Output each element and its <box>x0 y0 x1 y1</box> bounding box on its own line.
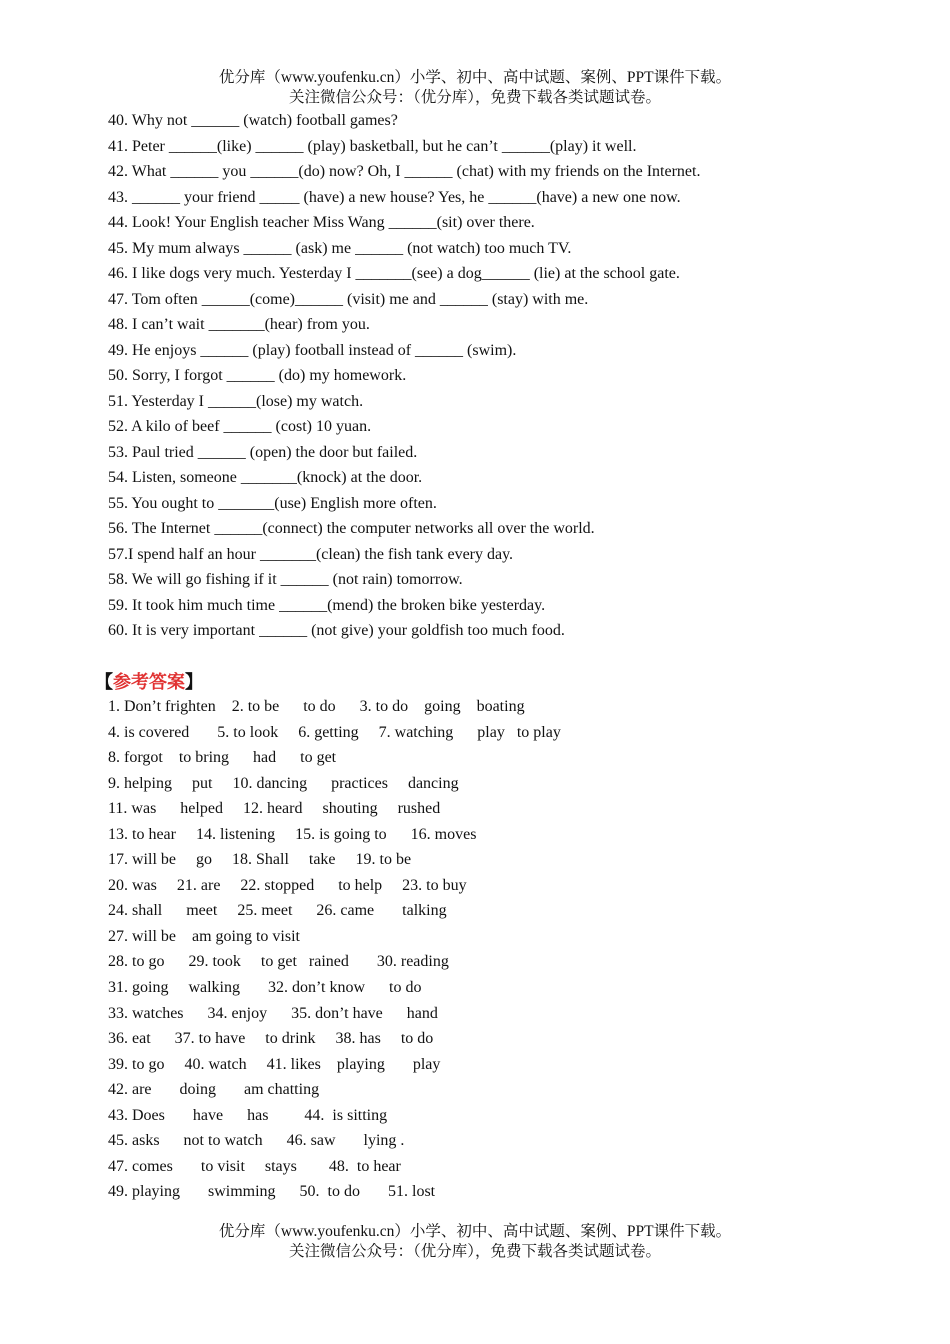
question-43: 43. ______ your friend _____ (have) a new house? Yes, he ______(have) a new one now. <box>108 188 681 206</box>
answer-line: 8. forgot to bring had to get <box>108 749 337 767</box>
question-48: 48. I can’t wait _______(hear) from you. <box>108 316 370 333</box>
question-47: 47. Tom often ______(come)______ (visit) me and ______ (stay) with me. <box>108 290 589 308</box>
question-54: 54. Listen, someone _______(knock) at the door. <box>108 469 423 486</box>
question-50: 50. Sorry, I forgot ______ (do) my homework. <box>108 367 407 384</box>
question-57: 57.I spend half an hour _______(clean) the fish tank every day. <box>108 545 514 563</box>
answer-line: 45. asks not to watch 46. saw lying . <box>108 1132 405 1150</box>
answer-line: 49. playing swimming 50. to do 51. lost <box>108 1183 436 1201</box>
answer-line: 4. is covered 5. to look 6. getting 7. watching play to play <box>108 723 561 741</box>
footer-line-2: 关注微信公众号：（优分库），免费下载各类试题试卷。 <box>288 1243 661 1260</box>
question-51: 51. Yesterday I ______(lose) my watch. <box>108 392 364 410</box>
heading-bracket-open: 【 <box>95 672 113 693</box>
answer-heading <box>95 670 203 696</box>
page-header <box>0 68 950 108</box>
question-52: 52. A kilo of beef ______ (cost) 10 yuan. <box>108 418 372 435</box>
answer-line: 17. will be go 18. Shall take 19. to be <box>108 851 412 869</box>
answer-line: 13. to hear 14. listening 15. is going to 16. moves <box>108 825 477 843</box>
page-footer <box>0 1222 950 1262</box>
question-42: 42. What ______ you ______(do) now? Oh, I ______ (chat) with my friends on the Internet. <box>108 163 701 180</box>
answer-line: 20. was 21. are 22. stopped to help 23. to buy <box>108 876 467 894</box>
footer-line-1: 优分库（www.youfenku.cn）小学、初中、高中试题、案例、PPT课件下载。 <box>218 1223 732 1240</box>
question-55: 55. You ought to _______(use) English more often. <box>108 494 437 512</box>
question-list <box>108 108 908 644</box>
question-56: 56. The Internet ______(connect) the computer networks all over the world. <box>108 520 595 537</box>
header-line-2: 关注微信公众号：（优分库），免费下载各类试题试卷。 <box>288 89 661 106</box>
question-60: 60. It is very important ______ (not give) your goldfish too much food. <box>108 622 565 639</box>
answer-line: 33. watches 34. enjoy 35. don’t have hand <box>108 1004 438 1022</box>
answer-line: 31. going walking 32. don’t know to do <box>108 979 422 997</box>
question-41: 41. Peter ______(like) ______ (play) basketball, but he can’t ______(play) it well. <box>108 137 637 155</box>
answer-line: 24. shall meet 25. meet 26. came talking <box>108 902 447 920</box>
answer-line: 42. are doing am chatting <box>108 1081 320 1099</box>
question-49: 49. He enjoys ______ (play) football instead of ______ (swim). <box>108 341 517 359</box>
answer-line: 9. helping put 10. dancing practices dancing <box>108 774 459 792</box>
answer-list <box>108 694 908 1205</box>
question-40: 40. Why not ______ (watch) football games? <box>108 112 398 129</box>
heading-title: 参考答案 <box>113 672 185 693</box>
question-46: 46. I like dogs very much. Yesterday I _______(see) a dog______ (lie) at the school gate. <box>108 265 680 282</box>
question-44: 44. Look! Your English teacher Miss Wang ______(sit) over there. <box>108 214 535 231</box>
answer-line: 28. to go 29. took to get rained 30. reading <box>108 953 449 971</box>
answer-line: 43. Does have has 44. is sitting <box>108 1106 388 1124</box>
question-45: 45. My mum always ______ (ask) me ______ (not watch) too much TV. <box>108 239 572 257</box>
header-line-1: 优分库（www.youfenku.cn）小学、初中、高中试题、案例、PPT课件下载。 <box>218 69 732 86</box>
heading-bracket-close: 】 <box>185 672 203 693</box>
question-53: 53. Paul tried ______ (open) the door but failed. <box>108 443 418 461</box>
answer-line: 39. to go 40. watch 41. likes playing play <box>108 1055 441 1073</box>
question-59: 59. It took him much time ______(mend) the broken bike yesterday. <box>108 596 546 614</box>
answer-line: 1. Don’t frighten 2. to be to do 3. to do going boating <box>108 698 525 715</box>
question-58: 58. We will go fishing if it ______ (not rain) tomorrow. <box>108 571 463 588</box>
answer-line: 27. will be am going to visit <box>108 927 300 945</box>
answer-line: 47. comes to visit stays 48. to hear <box>108 1157 401 1175</box>
answer-line: 36. eat 37. to have to drink 38. has to do <box>108 1030 434 1048</box>
answer-line: 11. was helped 12. heard shouting rushed <box>108 800 441 818</box>
